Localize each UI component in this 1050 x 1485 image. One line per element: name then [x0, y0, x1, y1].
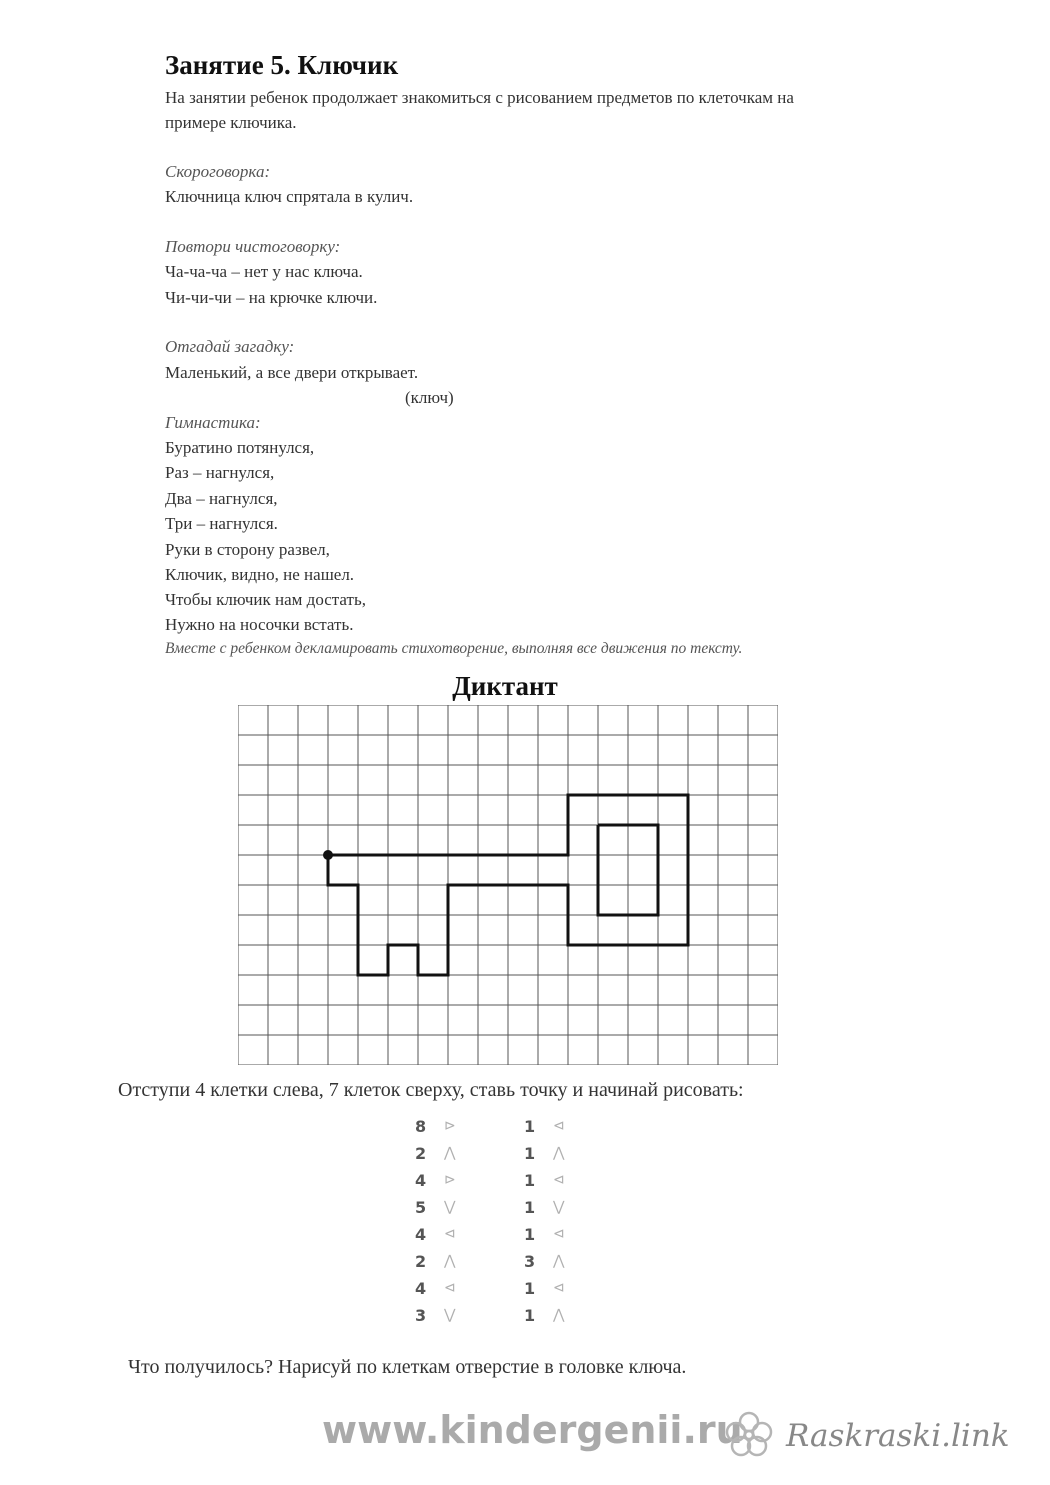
- arrow-up-icon: ⋀: [553, 1307, 565, 1323]
- arrow-down-icon: ⋁: [553, 1199, 565, 1215]
- arrow-up-icon: ⋀: [553, 1253, 565, 1269]
- step-count: 1: [524, 1171, 536, 1190]
- step-count: 5: [415, 1198, 427, 1217]
- repeat-heading: Повтори чистоговорку:: [165, 237, 341, 256]
- step-count: 4: [415, 1225, 427, 1244]
- arrow-left-icon: ⊲: [553, 1226, 565, 1242]
- dictation-grid: [238, 705, 778, 1065]
- start-dot: [323, 850, 333, 860]
- dictation-instruction: Отступи 4 клетки слева, 7 клеток сверху, ставь точку и начинай рисовать:: [118, 1079, 744, 1101]
- step-count: 3: [524, 1252, 536, 1271]
- gymnastics-line-4: Три – нагнулся.: [165, 514, 278, 533]
- arrow-left-icon: ⊲: [444, 1226, 456, 1242]
- gymnastics-note: Вместе с ребенком декламировать стихотворение, выполняя все движения по тексту.: [165, 640, 743, 657]
- lesson-title: Занятие 5. Ключик: [165, 50, 399, 80]
- step-count: 1: [524, 1225, 536, 1244]
- step-count: 8: [415, 1117, 427, 1136]
- arrow-down-icon: ⋁: [444, 1199, 456, 1215]
- arrow-right-icon: ⊳: [444, 1118, 456, 1134]
- intro-line-2: примере ключика.: [165, 113, 297, 132]
- step-count: 4: [415, 1279, 427, 1298]
- dictation-question: Что получилось? Нарисуй по клеткам отверстие в головке ключа.: [128, 1356, 687, 1378]
- step-count: 2: [415, 1252, 427, 1271]
- gymnastics-line-5: Руки в сторону развел,: [165, 540, 330, 559]
- arrow-up-icon: ⋀: [553, 1145, 565, 1161]
- arrow-left-icon: ⊲: [553, 1280, 565, 1296]
- arrow-left-icon: ⊲: [553, 1172, 565, 1188]
- gymnastics-line-7: Чтобы ключик нам достать,: [165, 590, 366, 609]
- step-count: 4: [415, 1171, 427, 1190]
- arrow-left-icon: ⊲: [444, 1280, 456, 1296]
- arrow-right-icon: ⊳: [444, 1172, 456, 1188]
- riddle-line: Маленький, а все двери открывает.: [165, 363, 419, 382]
- tongue-twister-line: Ключница ключ спрятала в кулич.: [165, 187, 414, 206]
- repeat-line-1: Ча-ча-ча – нет у нас ключа.: [165, 262, 363, 281]
- gymnastics-line-6: Ключик, видно, не нашел.: [165, 565, 355, 584]
- riddle-heading: Отгадай загадку:: [165, 337, 295, 356]
- arrow-up-icon: ⋀: [444, 1145, 456, 1161]
- step-count: 2: [415, 1144, 427, 1163]
- step-count: 1: [524, 1117, 536, 1136]
- repeat-line-2: Чи-чи-чи – на крючке ключи.: [165, 288, 378, 307]
- step-count: 1: [524, 1279, 536, 1298]
- step-count: 1: [524, 1306, 536, 1325]
- footer-site: www.kindergenii.ru: [322, 1408, 743, 1452]
- gymnastics-heading: Гимнастика:: [165, 413, 261, 432]
- step-count: 1: [524, 1198, 536, 1217]
- riddle-answer: (ключ): [405, 388, 454, 407]
- gymnastics-line-3: Два – нагнулся,: [165, 489, 278, 508]
- step-count: 3: [415, 1306, 427, 1325]
- tongue-twister-heading: Скороговорка:: [165, 162, 271, 181]
- flower-logo-icon: [722, 1411, 776, 1457]
- step-count: 1: [524, 1144, 536, 1163]
- arrow-left-icon: ⊲: [553, 1118, 565, 1134]
- gymnastics-line-2: Раз – нагнулся,: [165, 463, 275, 482]
- intro-line-1: На занятии ребенок продолжает знакомиться с рисованием предметов по клеточкам на: [165, 88, 794, 107]
- footer-brand: Raskraski.link: [786, 1418, 1010, 1454]
- gymnastics-line-1: Буратино потянулся,: [165, 438, 315, 457]
- arrow-down-icon: ⋁: [444, 1307, 456, 1323]
- arrow-up-icon: ⋀: [444, 1253, 456, 1269]
- dictation-title: Диктант: [452, 671, 558, 701]
- gymnastics-line-8: Нужно на носочки встать.: [165, 615, 354, 634]
